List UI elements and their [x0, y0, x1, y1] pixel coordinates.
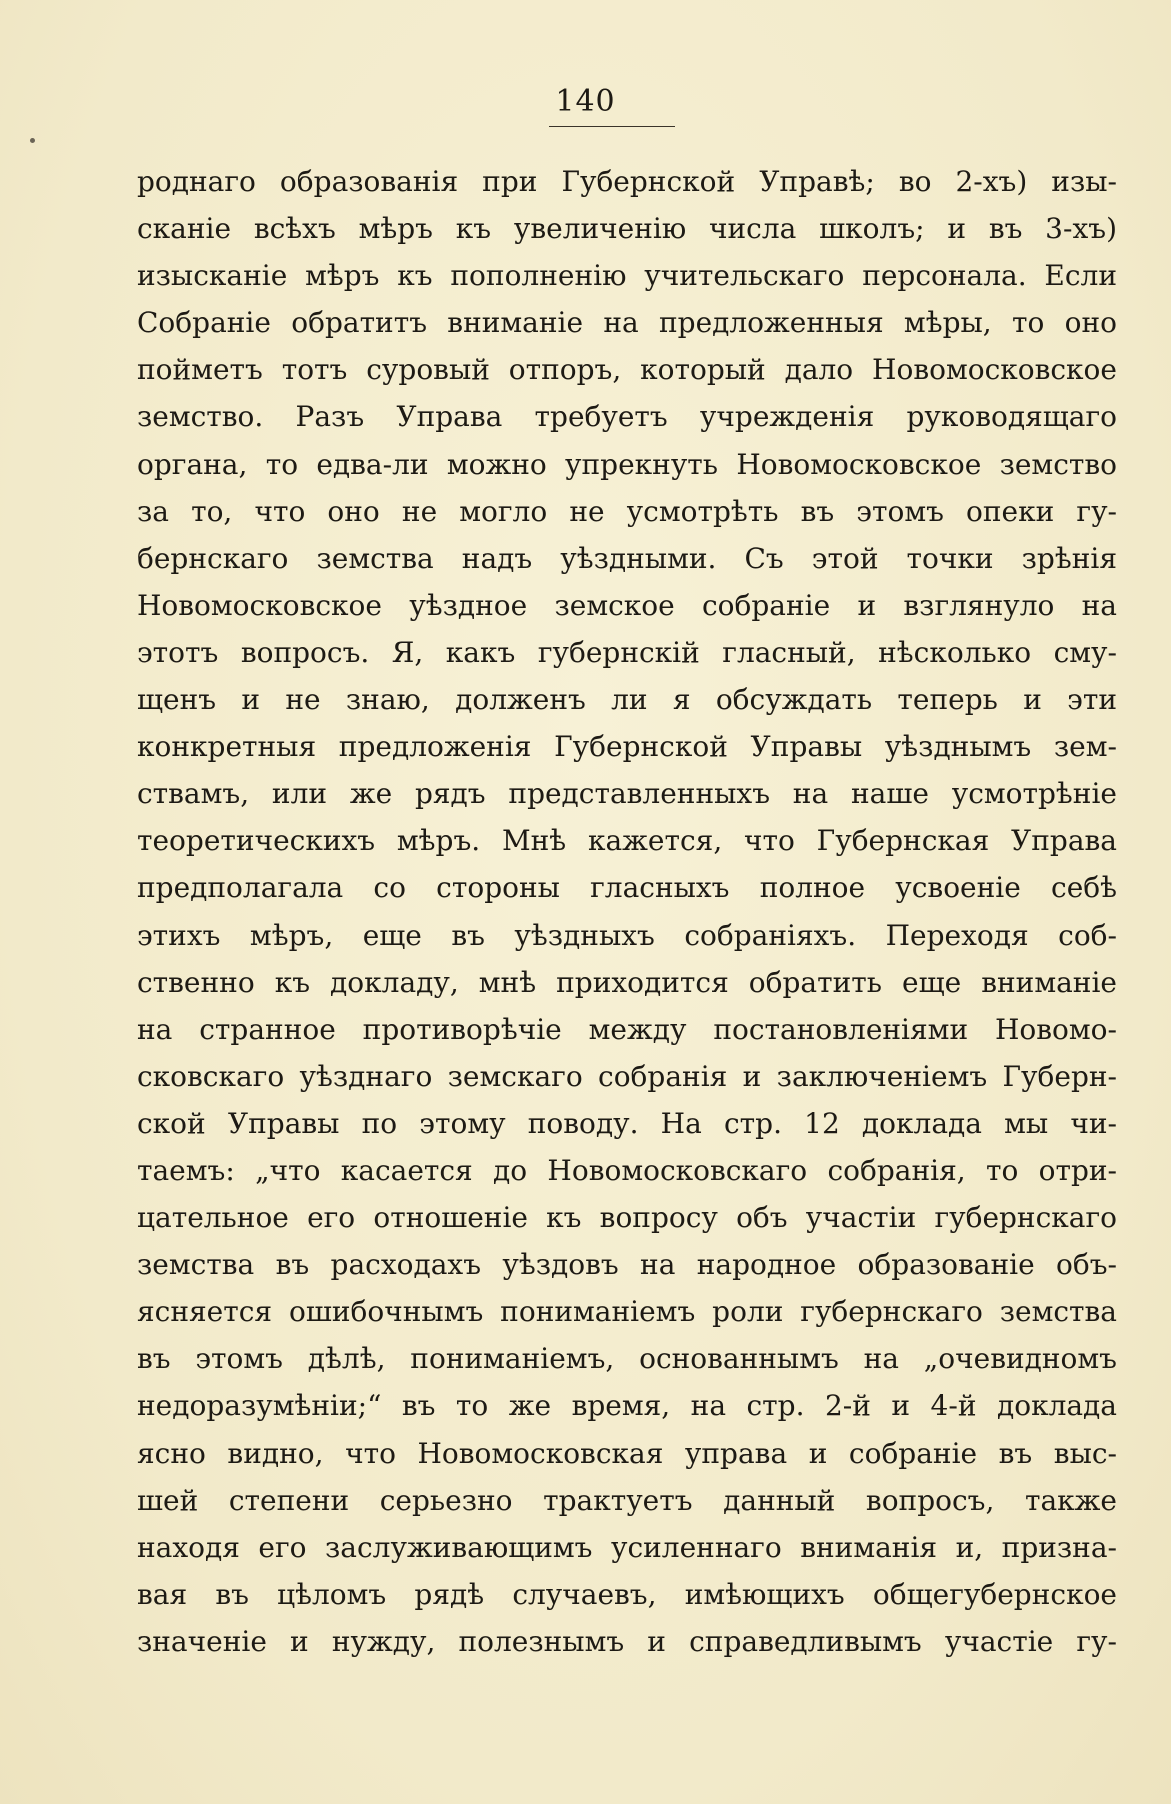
text-line: Новомосковское уѣздное земское собраніе и взглянуло на: [137, 588, 1117, 622]
text-line: этихъ мѣръ, еще въ уѣздныхъ собраніяхъ. Переходя соб-: [137, 918, 1117, 952]
text-line: цательное его отношеніе къ вопросу объ участіи губернскаго: [137, 1201, 1117, 1235]
text-line: земство. Разъ Управа требуетъ учрежденія руководящаго: [137, 400, 1117, 434]
text-line: щенъ и не знаю, долженъ ли я обсуждать теперь и эти: [137, 683, 1117, 717]
text-line: сканіе всѣхъ мѣръ къ увеличенію числа школъ; и въ 3-хъ): [137, 212, 1117, 246]
text-line: Собраніе обратитъ вниманіе на предложенныя мѣры, то оно: [137, 306, 1117, 340]
body-text: [137, 158, 1117, 1665]
text-line: пойметъ тотъ суровый отпоръ, который дало Новомосковское: [137, 353, 1117, 387]
text-line: шей степени серьезно трактуетъ данный вопросъ, также: [137, 1483, 1117, 1517]
text-line: находя его заслуживающимъ усиленнаго вниманія и, призна-: [137, 1530, 1117, 1564]
text-line: вая въ цѣломъ рядѣ случаевъ, имѣющихъ общегубернское: [137, 1577, 1117, 1611]
header-rule: [549, 126, 675, 127]
text-line: сковскаго уѣзднаго земскаго собранія и заключеніемъ Губерн-: [137, 1059, 1117, 1093]
page-number: 140: [555, 84, 616, 119]
text-line: земства въ расходахъ уѣздовъ на народное образованіе объ-: [137, 1248, 1117, 1282]
text-line: этотъ вопросъ. Я, какъ губернскій гласный, нѣсколько сму-: [137, 635, 1117, 669]
text-line: таемъ: „что касается до Новомосковскаго собранія, то отри-: [137, 1153, 1117, 1187]
text-line: за то, что оно не могло не усмотрѣть въ этомъ опеки гу-: [137, 494, 1117, 528]
text-line: значеніе и нужду, полезнымъ и справедливымъ участіе гу-: [137, 1624, 1117, 1658]
text-line: ясняется ошибочнымъ пониманіемъ роли губернскаго земства: [137, 1295, 1117, 1329]
text-line: ствамъ, или же рядъ представленныхъ на наше усмотрѣніе: [137, 777, 1117, 811]
text-line: роднаго образованія при Губернской Управѣ; во 2-хъ) изы-: [137, 165, 1117, 198]
text-line: изысканіе мѣръ къ пополненію учительскаго персонала. Если: [137, 259, 1117, 293]
text-line: конкретныя предложенія Губернской Управы уѣзднымъ зем-: [137, 730, 1117, 764]
text-line: на странное противорѣчіе между постановленіями Новомо-: [137, 1012, 1117, 1046]
text-line: ясно видно, что Новомосковская управа и собраніе въ выс-: [137, 1436, 1117, 1470]
text-line: предполагала со стороны гласныхъ полное усвоеніе себѣ: [137, 871, 1117, 905]
text-line: ственно къ докладу, мнѣ приходится обратить еще вниманіе: [137, 965, 1117, 999]
text-line: недоразумѣніи;“ въ то же время, на стр. 2-й и 4-й доклада: [137, 1389, 1117, 1423]
text-line: въ этомъ дѣлѣ, пониманіемъ, основаннымъ на „очевидномъ: [137, 1342, 1117, 1376]
text-line: органа, то едва-ли можно упрекнуть Новомосковское земство: [137, 447, 1117, 481]
text-line: теоретическихъ мѣръ. Мнѣ кажется, что Губернская Управа: [137, 824, 1117, 858]
text-line: ской Управы по этому поводу. На стр. 12 доклада мы чи-: [137, 1106, 1117, 1140]
text-line: бернскаго земства надъ уѣздными. Съ этой точки зрѣнія: [137, 541, 1117, 575]
paper-speck: [30, 138, 35, 143]
